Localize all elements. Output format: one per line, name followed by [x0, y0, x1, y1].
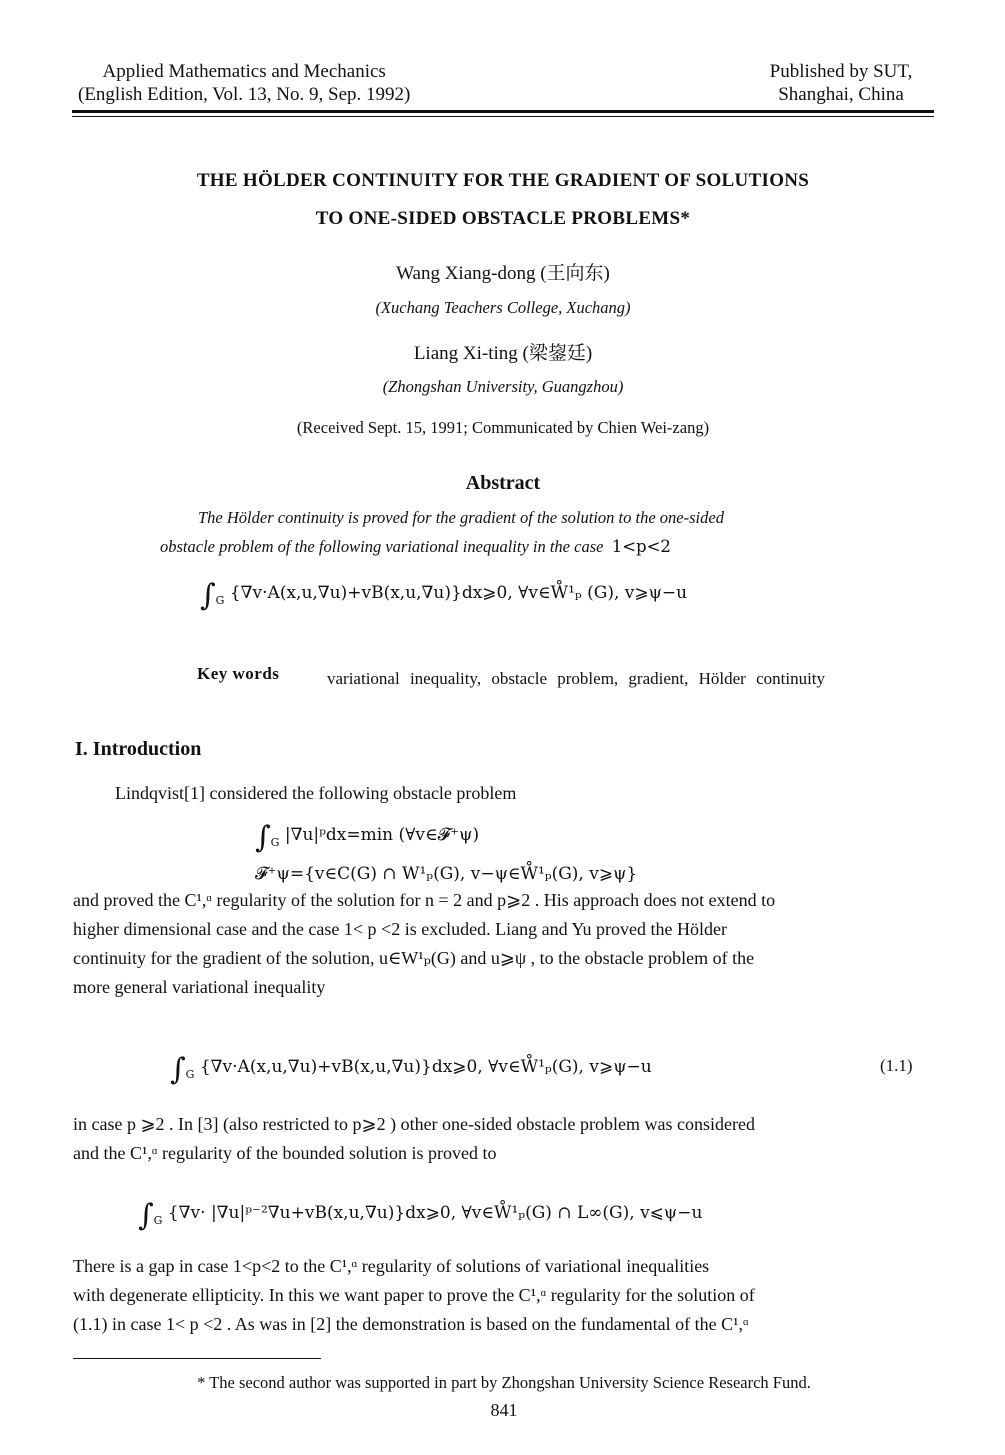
journal-name: Applied Mathematics and Mechanics: [102, 61, 386, 82]
paragraph-line: higher dimensional case and the case 1< p <2 is excluded. Liang and Yu proved the Hölder: [73, 919, 727, 939]
integral-domain: G: [215, 594, 225, 607]
journal-edition: (English Edition, Vol. 13, No. 9, Sep. 1992): [78, 84, 411, 105]
keywords-text: variational inequality, obstacle problem, gradient, Hölder continuity: [327, 669, 826, 688]
integral-domain: G: [185, 1068, 195, 1081]
paragraph-line: (1.1) in case 1< p <2 . As was in [2] the demonstration is based on the fundamental of the C¹,ᵅ: [73, 1314, 749, 1334]
abstract-condition: 1<p<2: [611, 537, 671, 556]
equation-gradient-problem: [138, 1198, 702, 1233]
integral-domain: G: [153, 1214, 163, 1227]
intro-paragraph-1: Lindqvist[1] considered the following obstacle problem: [115, 783, 517, 803]
author-2-name: Liang Xi-ting (梁鋆廷): [413, 343, 593, 364]
abstract-line-1: The Hölder continuity is proved for the gradient of the solution to the one-sided: [198, 508, 724, 527]
author-1-affiliation: (Xuchang Teachers College, Xuchang): [375, 298, 631, 317]
integral-domain: G: [270, 836, 280, 849]
header-rule-thick: [72, 110, 934, 113]
keywords-label: Key words: [197, 664, 280, 683]
author-1-name: Wang Xiang-dong (王向东): [396, 263, 610, 284]
title-line-1: THE HÖLDER CONTINUITY FOR THE GRADIENT OF SOLUTIONS: [196, 170, 810, 191]
integral-sign: ∫: [138, 1198, 154, 1233]
header-rule-thin: [72, 116, 934, 117]
equation-admissible-set: 𝓕⁺ψ={v∈C(G) ∩ W¹ₚ(G), v−ψ∈W̊¹ₚ(G), v⩾ψ}: [255, 864, 638, 884]
journal-header: [78, 60, 410, 106]
abstract-text: [160, 503, 848, 561]
intro-paragraph-4: [73, 1252, 935, 1339]
paragraph-line: and the C¹,ᵅ regularity of the bounded solution is proved to: [73, 1143, 497, 1163]
paragraph-line: in case p ⩾2 . In [3] (also restricted to p⩾2 ) other one-sided obstacle problem was considered: [73, 1114, 755, 1134]
page-number: 841: [490, 1400, 518, 1420]
intro-paragraph-2: [73, 886, 935, 1002]
footnote-rule: [73, 1358, 321, 1359]
section-heading-introduction: I. Introduction: [75, 738, 202, 760]
paragraph-line: There is a gap in case 1<p<2 to the C¹,ᵅ regularity of solutions of variational inequalities: [73, 1256, 710, 1276]
publisher-header: [742, 60, 940, 106]
paper-title: [72, 162, 934, 238]
equation-min-problem: [255, 820, 479, 855]
abstract-line-2: obstacle problem of the following variational inequality in the case: [160, 537, 604, 556]
publisher-name: Published by SUT,: [769, 61, 913, 82]
equation-1-1: [170, 1052, 652, 1087]
paragraph-line: more general variational inequality: [73, 977, 326, 997]
received-date: (Received Sept. 15, 1991; Communicated by Chien Wei-zang): [296, 418, 710, 437]
equation-min-body: |∇u|ᵖdx=min (∀v∈𝓕⁺ψ): [284, 825, 480, 845]
publisher-location: Shanghai, China: [778, 84, 904, 105]
integral-sign: ∫: [200, 578, 216, 613]
equation-1-1-body: {∇v·A(x,u,∇u)+vB(x,u,∇u)}dx⩾0, ∀v∈W̊¹ₚ(G), v⩾ψ−u: [199, 1057, 652, 1077]
paragraph-line: and proved the C¹,ᵅ regularity of the solution for n = 2 and p⩾2 . His approach does not extend to: [73, 890, 776, 910]
equation-number-1-1: (1.1): [880, 1056, 913, 1075]
integral-sign: ∫: [255, 820, 271, 855]
title-line-2: TO ONE-SIDED OBSTACLE PROBLEMS*: [315, 208, 691, 229]
paragraph-line: continuity for the gradient of the solution, u∈W¹ₚ(G) and u⩾ψ , to the obstacle problem of the: [73, 948, 755, 968]
abstract-heading: Abstract: [465, 472, 541, 494]
paragraph-line: with degenerate ellipticity. In this we want paper to prove the C¹,ᵅ regularity for the solution of: [73, 1285, 755, 1305]
intro-paragraph-3: [73, 1110, 935, 1168]
abstract-equation-body: {∇v·A(x,u,∇u)+vB(x,u,∇u)}dx⩾0, ∀v∈W̊¹ₚ (G), v⩾ψ−u: [229, 583, 688, 603]
author-2-affiliation: (Zhongshan University, Guangzhou): [382, 377, 624, 396]
footnote: * The second author was supported in part by Zhongshan University Science Research Fund.: [197, 1373, 811, 1392]
equation-gradient-body: {∇v· |∇u|ᵖ⁻²∇u+vB(x,u,∇u)}dx⩾0, ∀v∈W̊¹ₚ(G) ∩ L∞(G), v⩽ψ−u: [167, 1203, 703, 1223]
abstract-equation: [200, 578, 687, 613]
integral-sign: ∫: [170, 1052, 186, 1087]
